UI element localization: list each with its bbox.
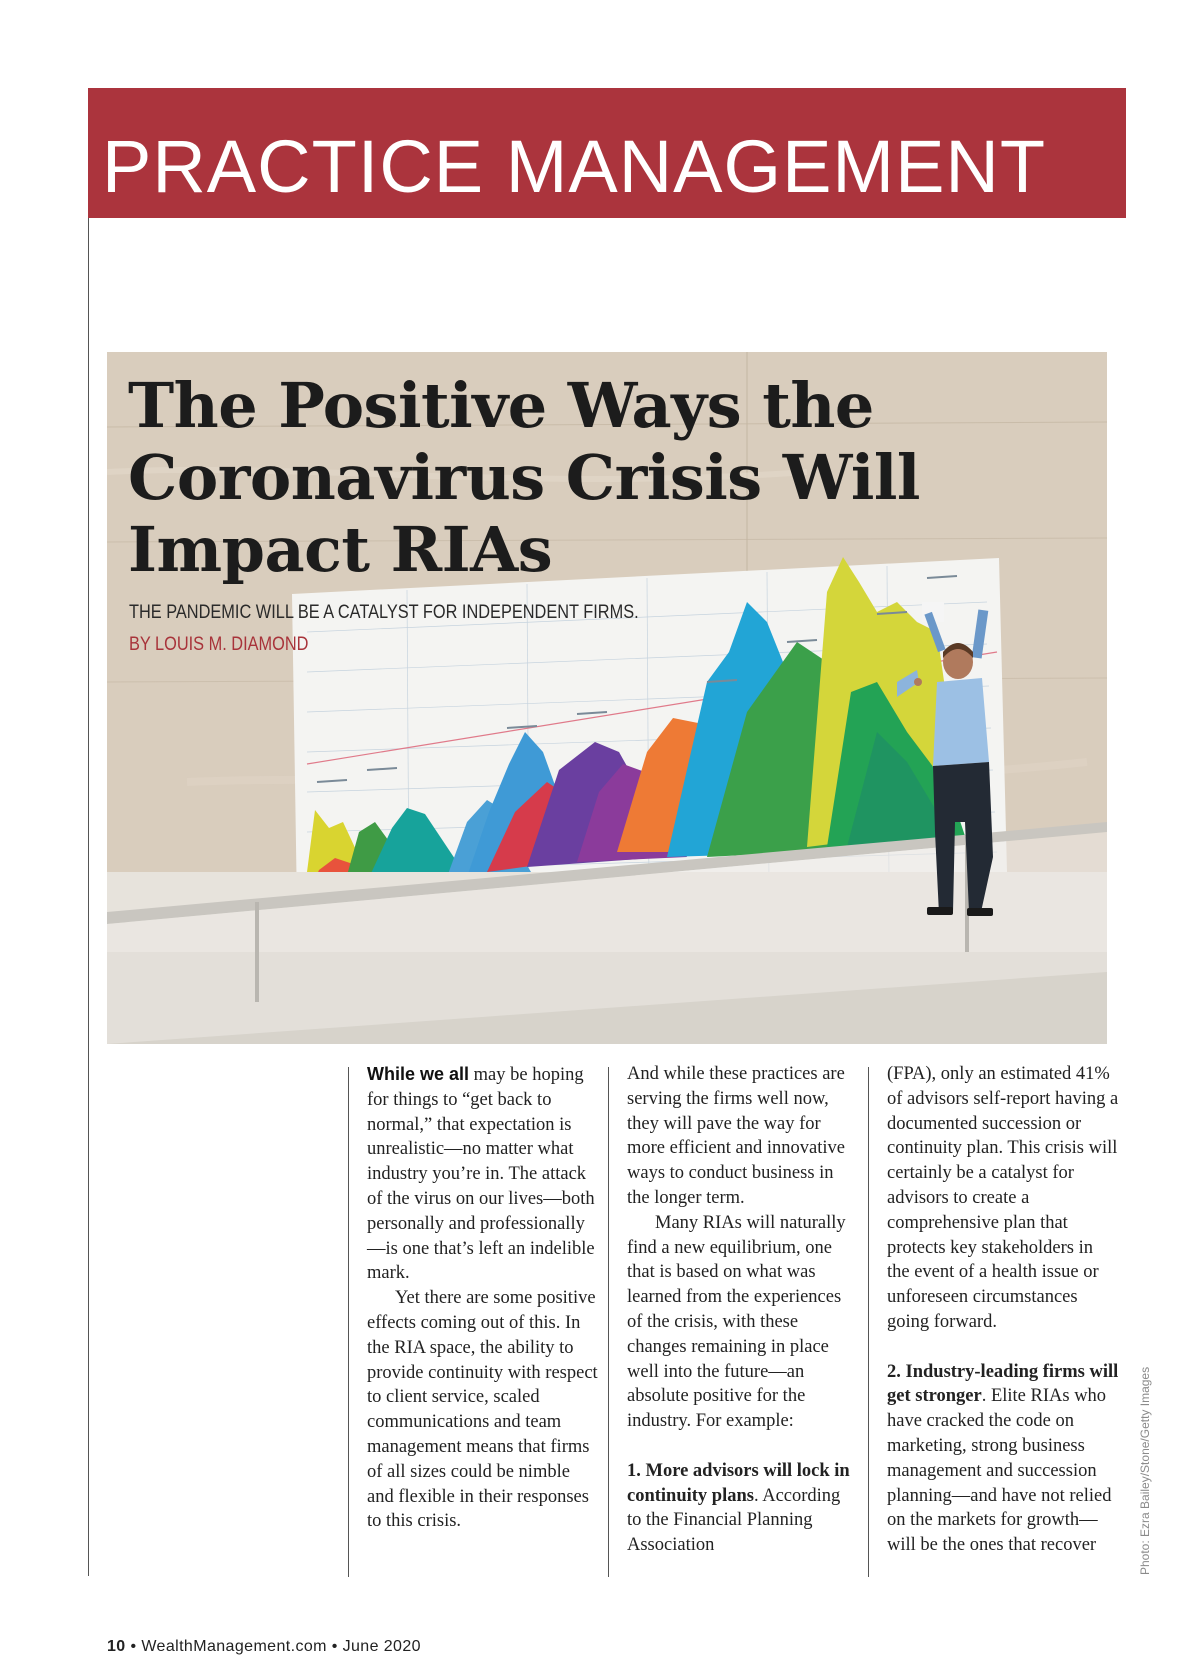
footer-site: WealthManagement.com — [141, 1638, 327, 1655]
article-headline — [128, 370, 1028, 586]
headline-line-3: Impact RIAs — [128, 513, 553, 586]
point-text: . Elite RIAs who have cracked the code on marketing, strong business management and succession planning—and have not relied on the markets for growth—will be the ones that recover — [887, 1386, 1112, 1556]
headline-line-1: The Positive Ways the — [128, 369, 874, 442]
point-heading: 1. More advisors will lock in continuity plans — [627, 1460, 850, 1506]
list-point — [627, 1459, 859, 1558]
paragraph — [367, 1062, 599, 1286]
paragraph: Many RIAs will naturally find a new equilibrium, one that is based on what was learned from the experiences of the crisis, with these changes remaining in place well into the future—an absolute positive for the industry. For example: — [627, 1212, 846, 1432]
hero-photo — [107, 352, 1107, 1044]
paragraph-text: may be hoping for things to “get back to normal,” that expectation is unrealistic—no matter what industry you’re in. The attack of the virus on our lives—both personally and professionally—is one that’s left an indelible mark. — [367, 1065, 595, 1284]
article-deck: THE PANDEMIC WILL BE A CATALYST FOR INDEPENDENT FIRMS. — [129, 602, 639, 623]
paragraph: (FPA), only an estimated 41% of advisors self-report having a documented succession or continuity plan. This crisis will certainly be a catalyst for advisors to create a comprehensive plan that protects key stakeholders in the event of a health issue or unforeseen circumstances going forward. — [887, 1064, 1119, 1332]
photo-credit: Photo: Ezra Bailey/Stone/Getty Images — [1138, 1366, 1152, 1575]
paragraph: And while these practices are serving the firms well now, they will pave the way for more efficient and innovative ways to conduct business in the longer term. — [627, 1064, 845, 1208]
point-heading: 2. Industry-leading firms will get stronger — [887, 1361, 1119, 1407]
footer-separator: • — [326, 1638, 343, 1655]
column-rule-1 — [348, 1067, 349, 1577]
article-byline: BY LOUIS M. DIAMOND — [129, 634, 309, 655]
page-footer — [107, 1638, 421, 1656]
section-title: PRACTICE MANAGEMENT — [102, 125, 1047, 208]
lead-in: While we all — [367, 1064, 470, 1084]
footer-separator: • — [125, 1638, 142, 1655]
point-text: . According to the Financial Planning Association — [627, 1485, 841, 1556]
body-column-2 — [627, 1062, 859, 1558]
body-column-3 — [887, 1062, 1119, 1558]
footer-issue: June 2020 — [342, 1638, 421, 1655]
page-frame-left-rule — [88, 88, 89, 1576]
paragraph: Yet there are some positive effects coming out of this. In the RIA space, the ability to provide continuity with respect to client service, scaled communications and team management means that firms of all sizes could be nimble and flexible in their responses to this crisis. — [367, 1288, 598, 1532]
body-column-1 — [367, 1062, 599, 1534]
list-point — [887, 1360, 1119, 1558]
column-rule-2 — [608, 1067, 609, 1577]
section-banner — [88, 88, 1126, 218]
page-number: 10 — [107, 1638, 126, 1655]
column-rule-3 — [868, 1067, 869, 1577]
headline-line-2: Coronavirus Crisis Will — [128, 441, 920, 514]
